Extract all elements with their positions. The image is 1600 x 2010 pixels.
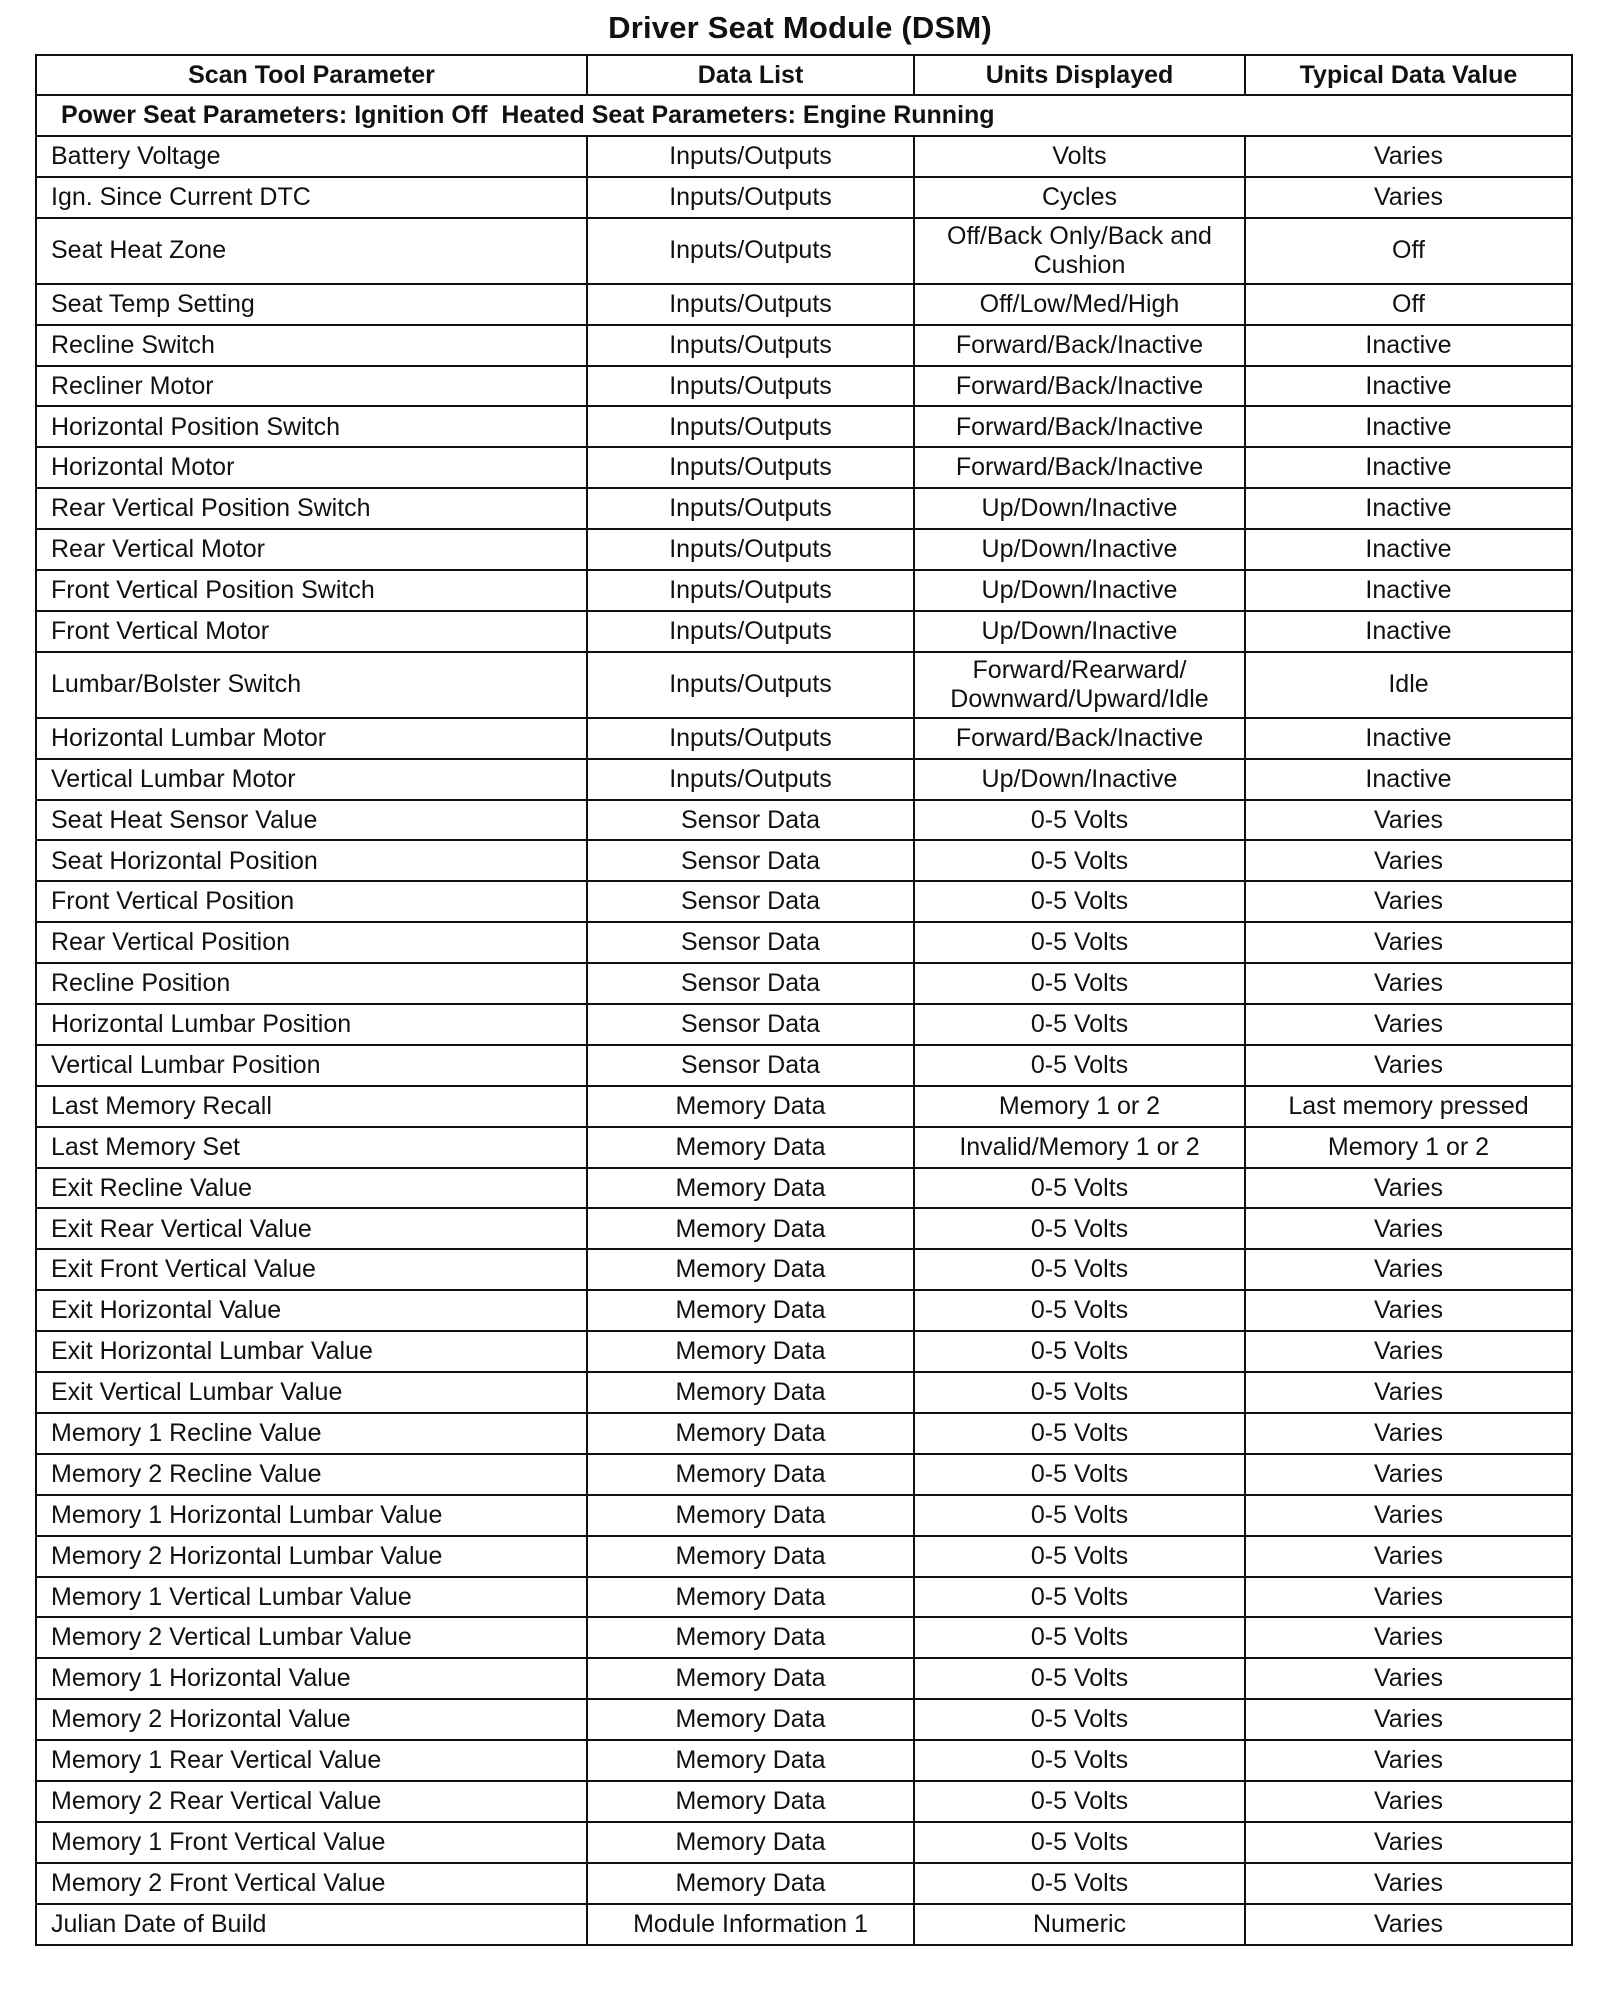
table-row [36, 218, 1572, 284]
column-header-data-list: Data List [587, 55, 914, 95]
typical-value-cell: Varies [1245, 1699, 1572, 1740]
table-row [36, 1781, 1572, 1822]
data-list-cell: Inputs/Outputs [587, 284, 914, 325]
table-row [36, 652, 1572, 718]
units-cell: 0-5 Volts [914, 1740, 1245, 1781]
units-cell: Off/Back Only/Back and Cushion [914, 218, 1245, 284]
table-row [36, 1372, 1572, 1413]
units-cell: 0-5 Volts [914, 840, 1245, 881]
data-list-cell: Inputs/Outputs [587, 488, 914, 529]
parameter-cell: Recliner Motor [36, 366, 587, 407]
typical-value-cell: Varies [1245, 1617, 1572, 1658]
parameter-cell: Horizontal Motor [36, 447, 587, 488]
typical-value-cell: Memory 1 or 2 [1245, 1127, 1572, 1168]
table-row [36, 488, 1572, 529]
units-cell: Forward/Rearward/ Downward/Upward/Idle [914, 652, 1245, 718]
table-row [36, 1331, 1572, 1372]
units-cell: Off/Low/Med/High [914, 284, 1245, 325]
parameter-cell: Front Vertical Position Switch [36, 570, 587, 611]
data-list-cell: Inputs/Outputs [587, 136, 914, 177]
units-cell: 0-5 Volts [914, 1699, 1245, 1740]
parameter-cell: Memory 1 Recline Value [36, 1413, 587, 1454]
units-cell: Forward/Back/Inactive [914, 718, 1245, 759]
data-list-cell: Sensor Data [587, 1004, 914, 1045]
table-row [36, 447, 1572, 488]
typical-value-cell: Off [1245, 284, 1572, 325]
data-list-cell: Memory Data [587, 1127, 914, 1168]
data-list-cell: Sensor Data [587, 881, 914, 922]
parameter-cell: Front Vertical Motor [36, 611, 587, 652]
parameter-cell: Rear Vertical Position Switch [36, 488, 587, 529]
data-list-cell: Memory Data [587, 1413, 914, 1454]
parameter-cell: Exit Rear Vertical Value [36, 1208, 587, 1249]
data-list-cell: Memory Data [587, 1372, 914, 1413]
typical-value-cell: Varies [1245, 1004, 1572, 1045]
parameter-cell: Recline Position [36, 963, 587, 1004]
parameter-cell: Memory 1 Rear Vertical Value [36, 1740, 587, 1781]
typical-value-cell: Varies [1245, 1413, 1572, 1454]
data-list-cell: Memory Data [587, 1699, 914, 1740]
data-list-cell: Inputs/Outputs [587, 570, 914, 611]
table-row [36, 136, 1572, 177]
table-row [36, 922, 1572, 963]
data-list-cell: Inputs/Outputs [587, 718, 914, 759]
parameter-cell: Memory 2 Vertical Lumbar Value [36, 1617, 587, 1658]
typical-value-cell: Varies [1245, 1536, 1572, 1577]
parameter-cell: Exit Horizontal Value [36, 1290, 587, 1331]
typical-value-cell: Inactive [1245, 611, 1572, 652]
typical-value-cell: Varies [1245, 922, 1572, 963]
column-header-scan-tool-parameter: Scan Tool Parameter [36, 55, 587, 95]
data-list-cell: Sensor Data [587, 1045, 914, 1086]
dsm-parameter-table [35, 54, 1573, 1946]
data-list-cell: Inputs/Outputs [587, 447, 914, 488]
table-row [36, 759, 1572, 800]
table-row [36, 1863, 1572, 1904]
units-cell: Forward/Back/Inactive [914, 447, 1245, 488]
parameter-cell: Lumbar/Bolster Switch [36, 652, 587, 718]
units-cell: 0-5 Volts [914, 1863, 1245, 1904]
typical-value-cell: Inactive [1245, 366, 1572, 407]
typical-value-cell: Inactive [1245, 488, 1572, 529]
data-list-cell: Memory Data [587, 1290, 914, 1331]
parameter-cell: Seat Heat Sensor Value [36, 800, 587, 841]
data-list-cell: Inputs/Outputs [587, 177, 914, 218]
typical-value-cell: Varies [1245, 1740, 1572, 1781]
table-row [36, 325, 1572, 366]
parameter-cell: Memory 2 Recline Value [36, 1454, 587, 1495]
table-row [36, 963, 1572, 1004]
data-list-cell: Memory Data [587, 1086, 914, 1127]
units-cell: 0-5 Volts [914, 1290, 1245, 1331]
table-row [36, 1127, 1572, 1168]
typical-value-cell: Varies [1245, 840, 1572, 881]
typical-value-cell: Inactive [1245, 406, 1572, 447]
units-cell: Cycles [914, 177, 1245, 218]
parameter-cell: Memory 1 Horizontal Lumbar Value [36, 1495, 587, 1536]
typical-value-cell: Idle [1245, 652, 1572, 718]
table-row [36, 1249, 1572, 1290]
table-row [36, 1822, 1572, 1863]
units-cell: Up/Down/Inactive [914, 488, 1245, 529]
parameter-cell: Seat Horizontal Position [36, 840, 587, 881]
table-row [36, 1045, 1572, 1086]
units-cell: 0-5 Volts [914, 1372, 1245, 1413]
parameter-cell: Horizontal Lumbar Position [36, 1004, 587, 1045]
units-cell: 0-5 Volts [914, 1168, 1245, 1209]
table-row [36, 1699, 1572, 1740]
typical-value-cell: Inactive [1245, 718, 1572, 759]
data-list-cell: Memory Data [587, 1822, 914, 1863]
units-cell: 0-5 Volts [914, 1617, 1245, 1658]
data-list-cell: Inputs/Outputs [587, 529, 914, 570]
typical-value-cell: Varies [1245, 1168, 1572, 1209]
units-cell: 0-5 Volts [914, 1822, 1245, 1863]
parameter-cell: Rear Vertical Position [36, 922, 587, 963]
typical-value-cell: Inactive [1245, 759, 1572, 800]
data-list-cell: Inputs/Outputs [587, 218, 914, 284]
units-cell: 0-5 Volts [914, 1004, 1245, 1045]
typical-value-cell: Varies [1245, 800, 1572, 841]
units-cell: 0-5 Volts [914, 1045, 1245, 1086]
parameter-cell: Exit Vertical Lumbar Value [36, 1372, 587, 1413]
parameter-cell: Memory 1 Vertical Lumbar Value [36, 1577, 587, 1618]
parameter-cell: Vertical Lumbar Motor [36, 759, 587, 800]
typical-value-cell: Varies [1245, 1904, 1572, 1945]
parameter-cell: Horizontal Lumbar Motor [36, 718, 587, 759]
typical-value-cell: Varies [1245, 1249, 1572, 1290]
table-row [36, 1658, 1572, 1699]
parameter-cell: Exit Recline Value [36, 1168, 587, 1209]
units-cell: 0-5 Volts [914, 1536, 1245, 1577]
typical-value-cell: Inactive [1245, 529, 1572, 570]
units-cell: 0-5 Volts [914, 800, 1245, 841]
typical-value-cell: Varies [1245, 881, 1572, 922]
parameter-cell: Exit Horizontal Lumbar Value [36, 1331, 587, 1372]
units-cell: Up/Down/Inactive [914, 759, 1245, 800]
typical-value-cell: Varies [1245, 1863, 1572, 1904]
data-list-cell: Sensor Data [587, 800, 914, 841]
typical-value-cell: Varies [1245, 1822, 1572, 1863]
parameter-cell: Exit Front Vertical Value [36, 1249, 587, 1290]
typical-value-cell: Varies [1245, 1290, 1572, 1331]
typical-value-cell: Varies [1245, 177, 1572, 218]
parameter-cell: Memory 1 Front Vertical Value [36, 1822, 587, 1863]
table-row [36, 177, 1572, 218]
units-cell: Forward/Back/Inactive [914, 406, 1245, 447]
typical-value-cell: Last memory pressed [1245, 1086, 1572, 1127]
table-row [36, 1454, 1572, 1495]
table-row [36, 881, 1572, 922]
units-cell: 0-5 Volts [914, 1658, 1245, 1699]
parameter-cell: Seat Heat Zone [36, 218, 587, 284]
data-list-cell: Sensor Data [587, 922, 914, 963]
units-cell: 0-5 Volts [914, 1495, 1245, 1536]
units-cell: 0-5 Volts [914, 1208, 1245, 1249]
table-row [36, 529, 1572, 570]
units-cell: 0-5 Volts [914, 1454, 1245, 1495]
parameter-cell: Memory 2 Horizontal Value [36, 1699, 587, 1740]
table-row [36, 1536, 1572, 1577]
table-row [36, 1577, 1572, 1618]
parameter-cell: Memory 2 Rear Vertical Value [36, 1781, 587, 1822]
table-header-row [36, 55, 1572, 95]
units-cell: 0-5 Volts [914, 1413, 1245, 1454]
units-cell: 0-5 Volts [914, 963, 1245, 1004]
table-row [36, 800, 1572, 841]
typical-value-cell: Varies [1245, 1331, 1572, 1372]
data-list-cell: Inputs/Outputs [587, 406, 914, 447]
typical-value-cell: Varies [1245, 1495, 1572, 1536]
typical-value-cell: Varies [1245, 1208, 1572, 1249]
table-row [36, 366, 1572, 407]
data-list-cell: Memory Data [587, 1495, 914, 1536]
typical-value-cell: Off [1245, 218, 1572, 284]
data-list-cell: Memory Data [587, 1863, 914, 1904]
table-row [36, 1168, 1572, 1209]
parameter-cell: Last Memory Recall [36, 1086, 587, 1127]
units-cell: 0-5 Volts [914, 1577, 1245, 1618]
data-list-cell: Memory Data [587, 1208, 914, 1249]
data-list-cell: Memory Data [587, 1536, 914, 1577]
table-row [36, 1413, 1572, 1454]
parameter-cell: Horizontal Position Switch [36, 406, 587, 447]
table-row [36, 1208, 1572, 1249]
table-row [36, 1004, 1572, 1045]
units-cell: Volts [914, 136, 1245, 177]
parameter-cell: Seat Temp Setting [36, 284, 587, 325]
column-header-typical-data-value: Typical Data Value [1245, 55, 1572, 95]
data-list-cell: Memory Data [587, 1249, 914, 1290]
table-row [36, 1617, 1572, 1658]
parameter-cell: Memory 2 Front Vertical Value [36, 1863, 587, 1904]
units-cell: Forward/Back/Inactive [914, 325, 1245, 366]
units-cell: Invalid/Memory 1 or 2 [914, 1127, 1245, 1168]
parameter-cell: Last Memory Set [36, 1127, 587, 1168]
parameter-cell: Recline Switch [36, 325, 587, 366]
typical-value-cell: Inactive [1245, 325, 1572, 366]
units-cell: Forward/Back/Inactive [914, 366, 1245, 407]
units-cell: Memory 1 or 2 [914, 1086, 1245, 1127]
data-list-cell: Memory Data [587, 1454, 914, 1495]
data-list-cell: Inputs/Outputs [587, 325, 914, 366]
section-label-row [36, 95, 1572, 136]
table-row [36, 611, 1572, 652]
typical-value-cell: Varies [1245, 1372, 1572, 1413]
data-list-cell: Memory Data [587, 1168, 914, 1209]
parameter-cell: Rear Vertical Motor [36, 529, 587, 570]
data-list-cell: Inputs/Outputs [587, 759, 914, 800]
table-row [36, 1740, 1572, 1781]
parameter-cell: Ign. Since Current DTC [36, 177, 587, 218]
table-row [36, 570, 1572, 611]
units-cell: 0-5 Volts [914, 1249, 1245, 1290]
table-row [36, 1086, 1572, 1127]
data-list-cell: Memory Data [587, 1331, 914, 1372]
units-cell: 0-5 Volts [914, 1331, 1245, 1372]
section-label: Power Seat Parameters: Ignition Off Heated Seat Parameters: Engine Running [36, 95, 1572, 136]
data-list-cell: Module Information 1 [587, 1904, 914, 1945]
column-header-units-displayed: Units Displayed [914, 55, 1245, 95]
table-row [36, 1495, 1572, 1536]
data-list-cell: Sensor Data [587, 963, 914, 1004]
typical-value-cell: Varies [1245, 1454, 1572, 1495]
data-list-cell: Inputs/Outputs [587, 611, 914, 652]
table-row [36, 718, 1572, 759]
parameter-cell: Memory 2 Horizontal Lumbar Value [36, 1536, 587, 1577]
parameter-cell: Battery Voltage [36, 136, 587, 177]
data-list-cell: Inputs/Outputs [587, 366, 914, 407]
parameter-cell: Julian Date of Build [36, 1904, 587, 1945]
units-cell: Numeric [914, 1904, 1245, 1945]
typical-value-cell: Inactive [1245, 570, 1572, 611]
typical-value-cell: Inactive [1245, 447, 1572, 488]
parameter-cell: Memory 1 Horizontal Value [36, 1658, 587, 1699]
typical-value-cell: Varies [1245, 1577, 1572, 1618]
units-cell: 0-5 Volts [914, 1781, 1245, 1822]
parameter-cell: Vertical Lumbar Position [36, 1045, 587, 1086]
typical-value-cell: Varies [1245, 1781, 1572, 1822]
units-cell: Up/Down/Inactive [914, 529, 1245, 570]
data-list-cell: Inputs/Outputs [587, 652, 914, 718]
table-row [36, 1904, 1572, 1945]
units-cell: 0-5 Volts [914, 922, 1245, 963]
data-list-cell: Memory Data [587, 1617, 914, 1658]
units-cell: 0-5 Volts [914, 881, 1245, 922]
data-list-cell: Memory Data [587, 1740, 914, 1781]
data-list-cell: Sensor Data [587, 840, 914, 881]
typical-value-cell: Varies [1245, 963, 1572, 1004]
data-list-cell: Memory Data [587, 1577, 914, 1618]
units-cell: Up/Down/Inactive [914, 570, 1245, 611]
table-row [36, 406, 1572, 447]
units-cell: Up/Down/Inactive [914, 611, 1245, 652]
table-row [36, 840, 1572, 881]
table-row [36, 1290, 1572, 1331]
typical-value-cell: Varies [1245, 136, 1572, 177]
data-list-cell: Memory Data [587, 1658, 914, 1699]
table-row [36, 284, 1572, 325]
typical-value-cell: Varies [1245, 1045, 1572, 1086]
parameter-cell: Front Vertical Position [36, 881, 587, 922]
typical-value-cell: Varies [1245, 1658, 1572, 1699]
data-list-cell: Memory Data [587, 1781, 914, 1822]
page-title: Driver Seat Module (DSM) [608, 10, 992, 45]
